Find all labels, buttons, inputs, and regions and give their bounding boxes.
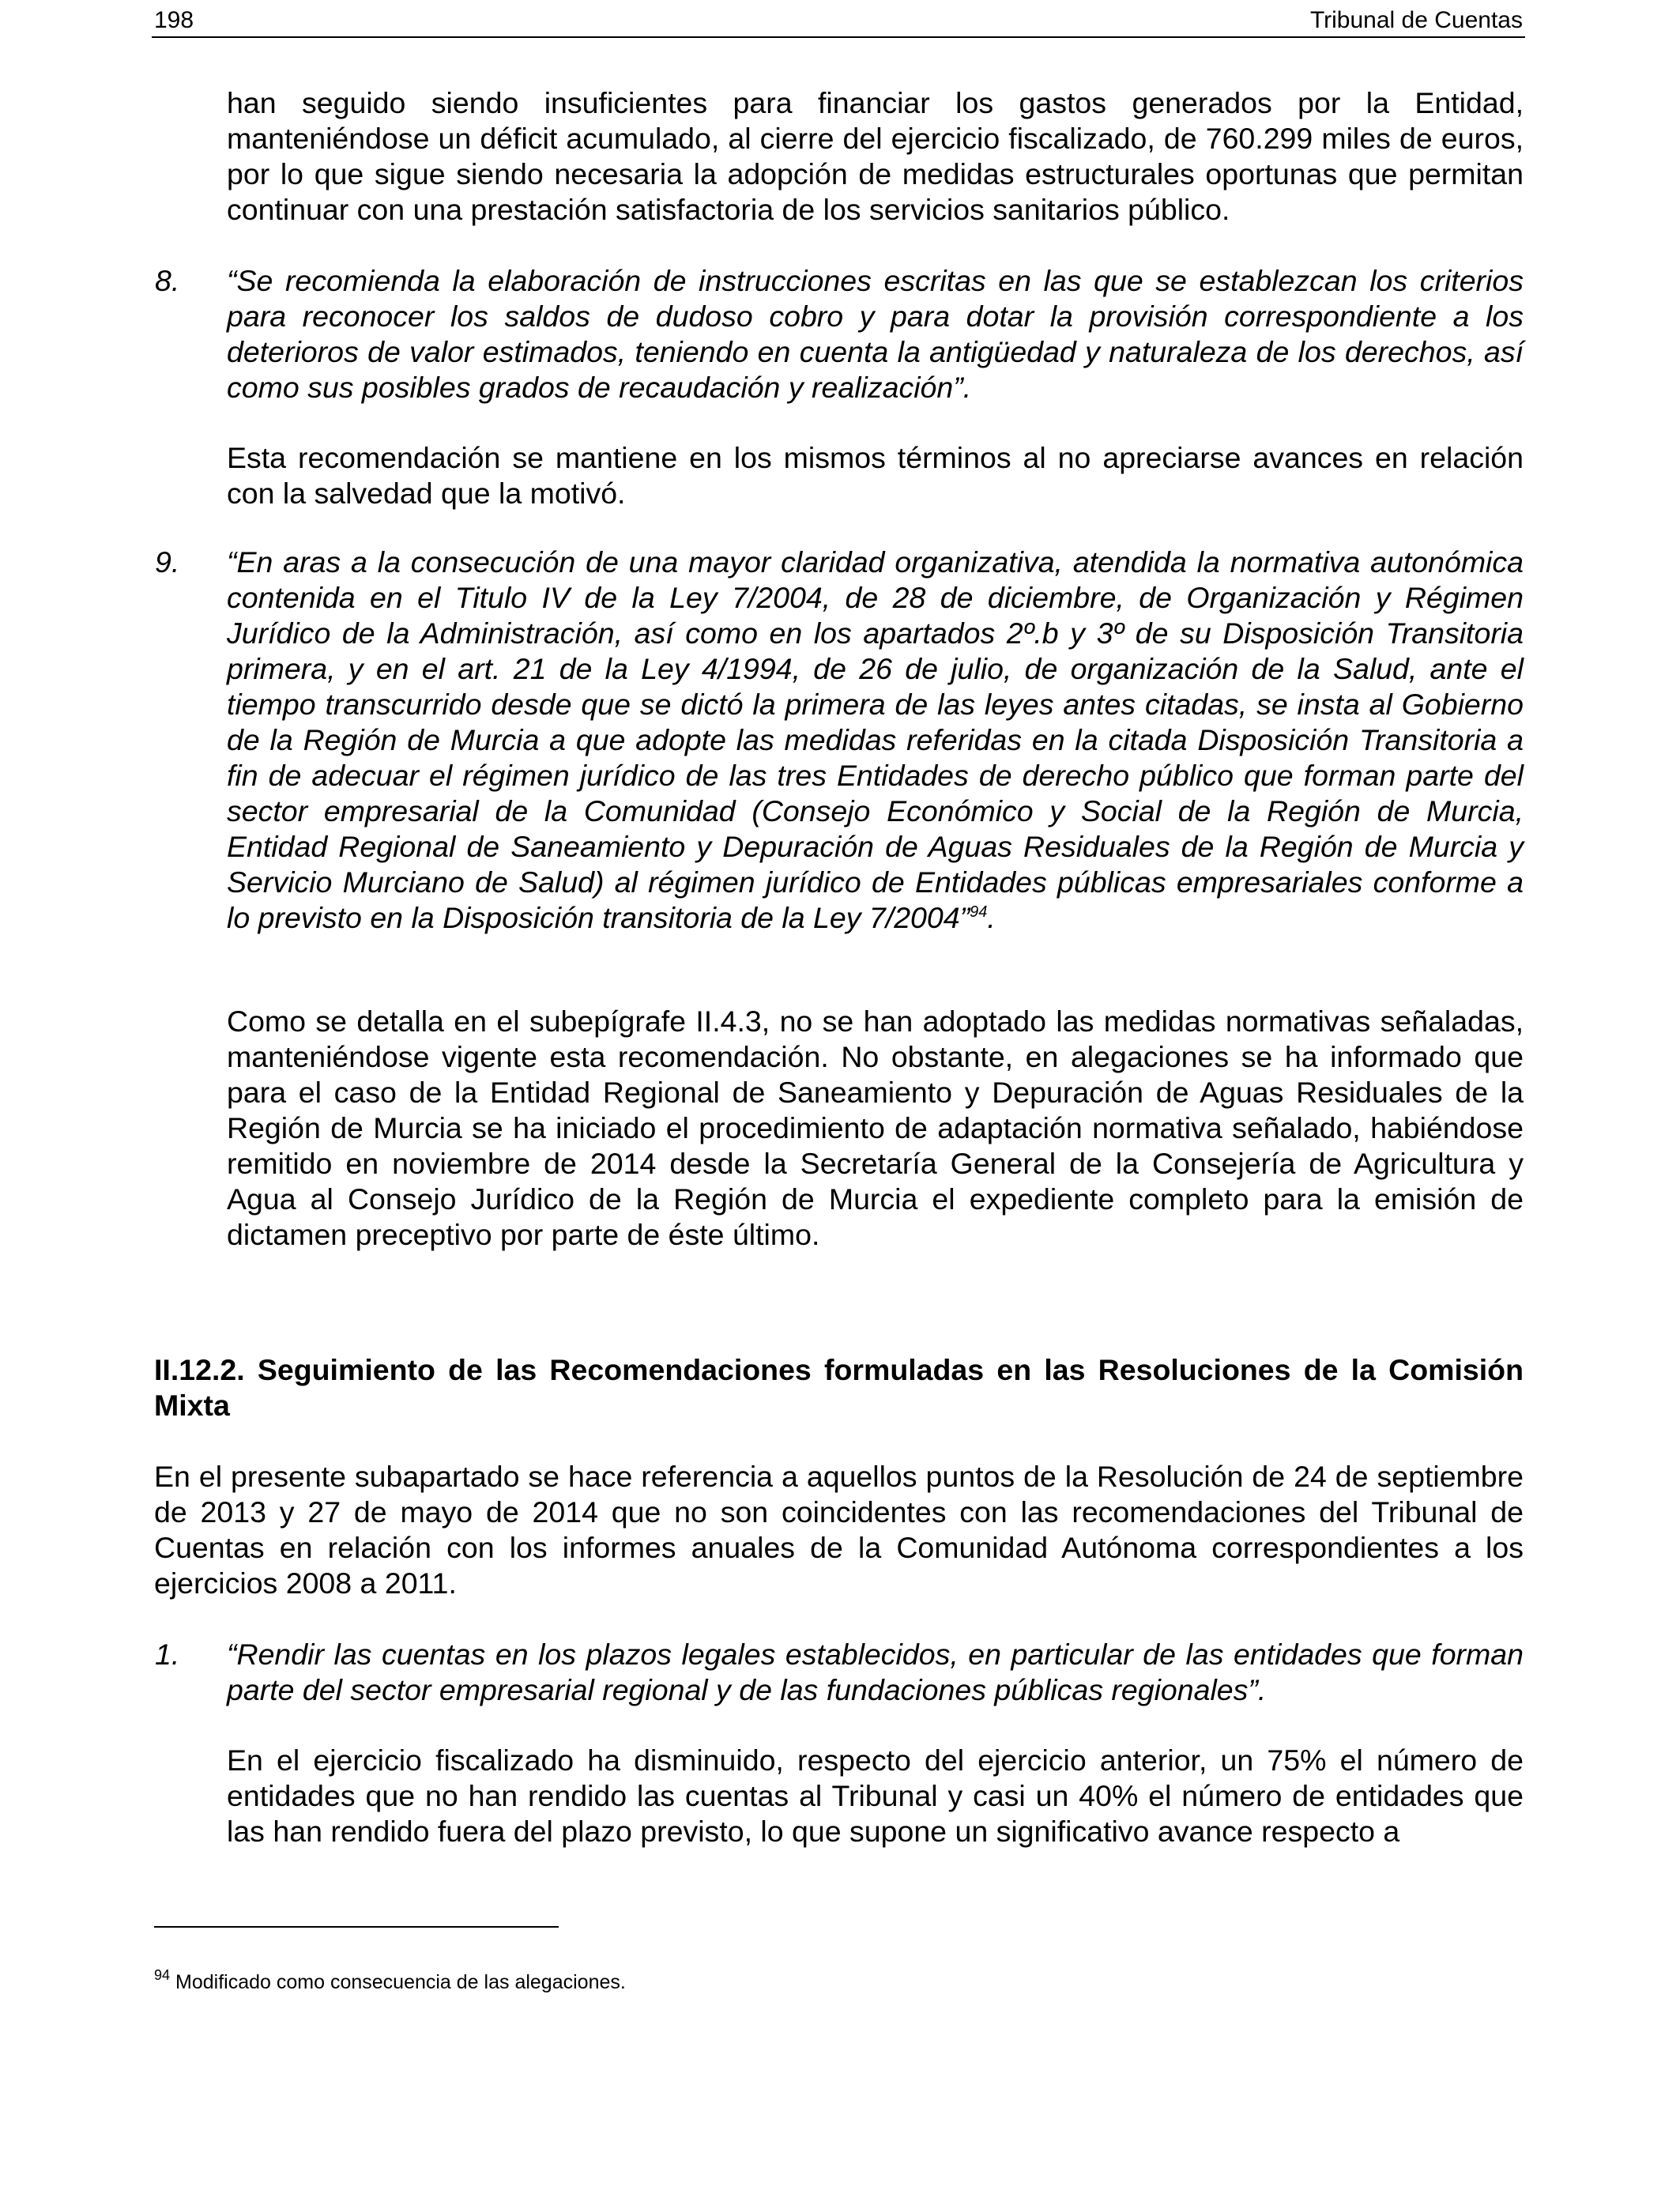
- item-9-quote: [227, 545, 1524, 941]
- item-1-quote: “Rendir las cuentas en los plazos legales establecidos, en particular de las entidades que forman parte del sector empresarial regional y de las fundaciones públicas regionales”.: [227, 1638, 1524, 1706]
- item-8-number: 8.: [155, 264, 180, 297]
- page-number: 198: [154, 7, 194, 33]
- footnote-number: 94: [154, 1967, 171, 1983]
- footnote-text: Modificado como consecuencia de las alegaciones.: [175, 1971, 626, 1993]
- item-1-number: 1.: [155, 1638, 180, 1671]
- footnote-separator: [154, 1926, 559, 1928]
- footnote-reference: 94: [970, 903, 988, 921]
- item-9-quote-text: “En aras a la consecución de una mayor claridad organizativa, atendida la normativa autonómica contenida en el Titulo IV de la Ley 7/2004, de 28 de diciembre, de Organización y Régimen Jurídico de la Administración, así como en los apartados 2º.b y 3º de su Disposición Transitoria primera, y en el art. 21 de la Ley 4/1994, de 26 de julio, de organización de la Salud, ante el tiempo transcurrido desde que se dictó la primera de las leyes antes citadas, se insta al Gobierno de la Región de Murcia a que adopte las medidas referidas en la citada Disposición Transitoria a fin de adecuar el régimen jurídico de las tres Entidades de derecho público que forman parte del sector empresarial de la Comunidad (Consejo Económico y Social de la Región de Murcia, Entidad Regional de Saneamiento y Depuración de Aguas Residuales de la Región de Murcia y Servicio Murciano de Salud) al régimen jurídico de Entidades públicas empresariales conforme a lo previsto en la Disposición transitoria de la Ley 7/2004”: [227, 545, 1524, 934]
- page-header: [152, 5, 1525, 38]
- footnote: [154, 1967, 626, 1996]
- item-9-quote-end: .: [987, 901, 996, 934]
- item-8-quote: “Se recomienda la elaboración de instrucciones escritas en las que se establezcan los criterios para reconocer los saldos de dudoso cobro y para dotar la provisión correspondiente a los deterioros de valor estimados, teniendo en cuenta la antigüedad y naturaleza de los derechos, así como sus posibles grados de recaudación y realización”.: [227, 264, 1524, 404]
- section-heading: II.12.2. Seguimiento de las Recomendaciones formuladas en las Resoluciones de la Comisión Mixta: [154, 1353, 1524, 1422]
- publisher-name: Tribunal de Cuentas: [1309, 7, 1523, 33]
- item-9-number: 9.: [155, 545, 180, 579]
- intro-paragraph: han seguido siendo insuficientes para financiar los gastos generados por la Entidad, manteniéndose un déficit acumulado, al cierre del ejercicio fiscalizado, de 760.299 miles de euros, por lo que sigue siendo necesaria la adopción de medidas estructurales oportunas que permitan continuar con una prestación satisfactoria de los servicios sanitarios público.: [227, 86, 1524, 226]
- item-8-comment: Esta recomendación se mantiene en los mismos términos al no apreciarse avances en relación con la salvedad que la motivó.: [227, 441, 1524, 510]
- item-9-comment: Como se detalla en el subepígrafe II.4.3, no se han adoptado las medidas normativas señaladas, manteniéndose vigente esta recomendación. No obstante, en alegaciones se ha informado que para el caso de la Entidad Regional de Saneamiento y Depuración de Aguas Residuales de la Región de Murcia se ha iniciado el procedimiento de adaptación normativa señalado, habiéndose remitido en noviembre de 2014 desde la Secretaría General de la Consejería de Agricultura y Agua al Consejo Jurídico de la Región de Murcia el expediente completo para la emisión de dictamen preceptivo por parte de éste último.: [227, 1005, 1524, 1251]
- item-1-comment: En el ejercicio fiscalizado ha disminuido, respecto del ejercicio anterior, un 75% el número de entidades que no han rendido las cuentas al Tribunal y casi un 40% el número de entidades que las han rendido fuera del plazo previsto, lo que supone un significativo avance respecto a: [227, 1744, 1524, 1848]
- section-intro: En el presente subapartado se hace referencia a aquellos puntos de la Resolución de 24 de septiembre de 2013 y 27 de mayo de 2014 que no son coincidentes con las recomendaciones del Tribunal de Cuentas en relación con los informes anuales de la Comunidad Autónoma correspondientes a los ejercicios 2008 a 2011.: [154, 1460, 1524, 1600]
